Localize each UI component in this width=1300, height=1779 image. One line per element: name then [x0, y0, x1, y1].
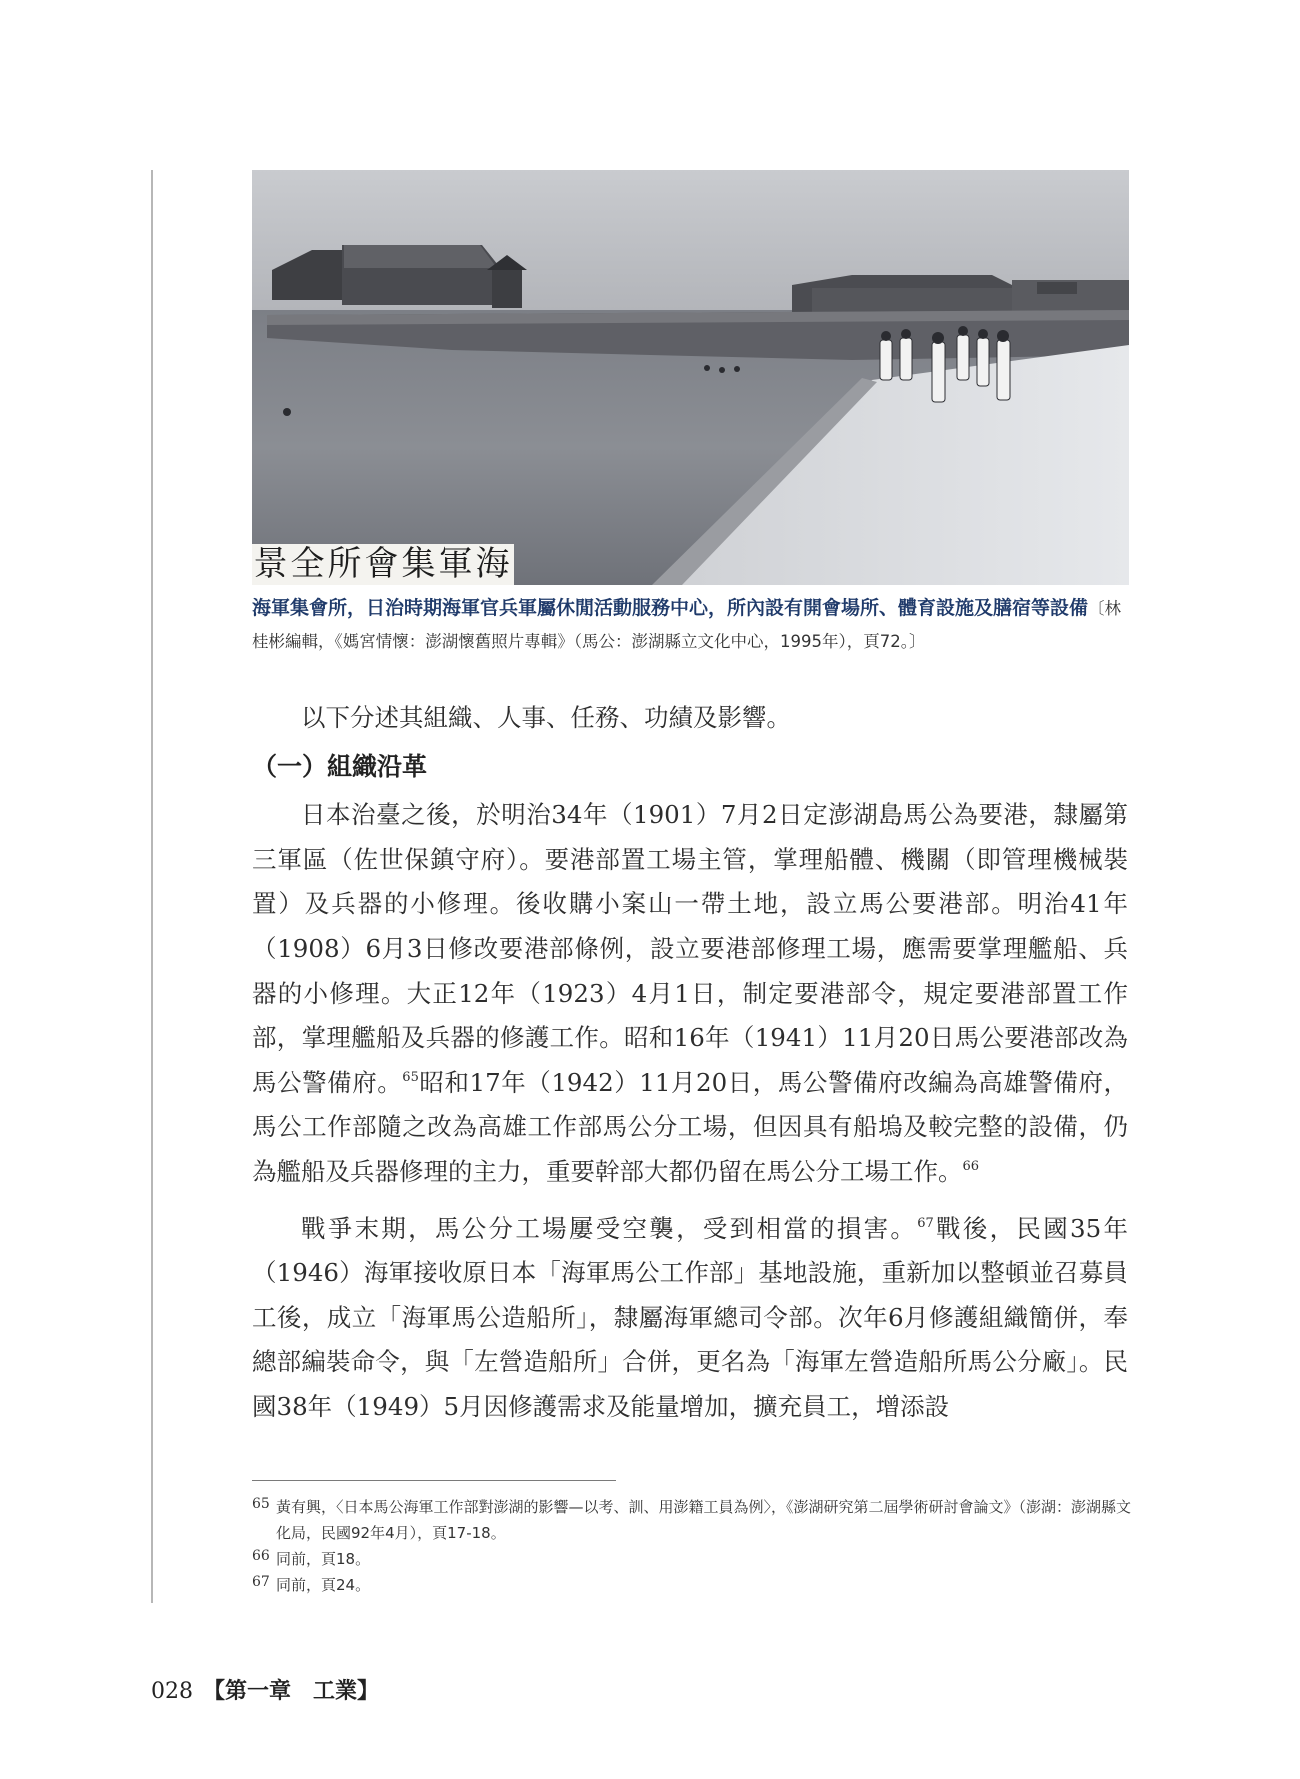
- footnote-divider: [252, 1480, 616, 1481]
- footnote-number: 66: [252, 1548, 270, 1564]
- photo-stamp: 景全所會集軍海: [253, 544, 513, 584]
- footnote-number: 67: [252, 1574, 270, 1590]
- page-footer: [151, 1674, 379, 1705]
- caption-source: 〔林桂彬編輯，《媽宮情懷：澎湖懷舊照片專輯》（馬公：澎湖縣立文化中心，1995年），頁72。〕: [252, 599, 1122, 651]
- page-number: 028: [151, 1679, 193, 1704]
- paragraph-1-part-a: 日本治臺之後，於明治34年（1901）7月2日定澎湖島馬公為要港，隸屬第三軍區（佐世保鎮守府）。要港部置工場主管，掌理船體、機關（即管理機械裝置）及兵器的小修理。後收購小案山一帶土地，設立馬公要港部。明治41年（1908）6月3日修改要港部條例，設立要港部修理工場，應需要掌理艦船、兵器的小修理。大正12年（1923）4月1日，制定要港部令，規定要港部置工作部，掌理艦船及兵器的修護工作。昭和16年（1941）11月20日馬公要港部改為馬公警備府。: [252, 800, 1128, 1097]
- section-heading: （一）組織沿革: [252, 751, 428, 781]
- footnote-text: 同前，頁24。: [276, 1576, 371, 1594]
- paragraph-1: [252, 793, 1128, 1194]
- footnote-65: [252, 1494, 1132, 1546]
- historical-photo: [252, 170, 1129, 585]
- footnote-text: 黃有興，〈日本馬公海軍工作部對澎湖的影響—以考、訓、用澎籍工員為例〉，《澎湖研究第二屆學術研討會論文》（澎湖：澎湖縣文化局，民國92年4月），頁17-18。: [276, 1498, 1132, 1542]
- chapter-label: 【第一章 工業】: [203, 1678, 380, 1704]
- footnotes: [252, 1494, 1132, 1598]
- body-text: [252, 696, 1128, 1430]
- intro-paragraph: 以下分述其組織、人事、任務、功績及影響。: [301, 703, 791, 732]
- footnote-66: [252, 1546, 1132, 1572]
- footnote-ref-67[interactable]: 67: [917, 1215, 934, 1231]
- photo-caption: [252, 592, 1132, 658]
- paragraph-1-part-b: 昭和17年（1942）11月20日，馬公警備府改編為高雄警備府，馬公工作部隨之改為高雄工作部馬公分工場，但因具有船塢及較完整的設備，仍為艦船及兵器修理的主力，重要幹部大都仍留在馬公分工場工作。: [252, 1067, 1129, 1186]
- photo-illustration: [252, 170, 1129, 585]
- footnote-ref-65[interactable]: 65: [402, 1069, 419, 1085]
- footnote-ref-66[interactable]: 66: [962, 1158, 980, 1174]
- paragraph-2-part-b: 戰後，民國35年（1946）海軍接收原日本「海軍馬公工作部」基地設施，重新加以整頓並召募員工後，成立「海軍馬公造船所」，隸屬海軍總司令部。次年6月修護組織簡併，奉總部編裝命令，與「左營造船所」合併，更名為「海軍左營造船所馬公分廠」。民國38年（1949）5月因修護需求及能量增加，擴充員工，增添設: [252, 1213, 1128, 1421]
- paragraph-2: [252, 1207, 1128, 1430]
- footnote-text: 同前，頁18。: [276, 1550, 371, 1568]
- margin-rule: [151, 170, 153, 1603]
- caption-lead: 海軍集會所，日治時期海軍官兵軍屬休閒活動服務中心，所內設有開會場所、體育設施及膳宿等設備: [252, 597, 1089, 619]
- paragraph-2-part-a: 戰爭末期，馬公分工場屢受空襲，受到相當的損害。: [301, 1213, 918, 1243]
- left-building: [272, 245, 527, 308]
- footnote-number: 65: [252, 1496, 270, 1512]
- footnote-67: [252, 1572, 1132, 1598]
